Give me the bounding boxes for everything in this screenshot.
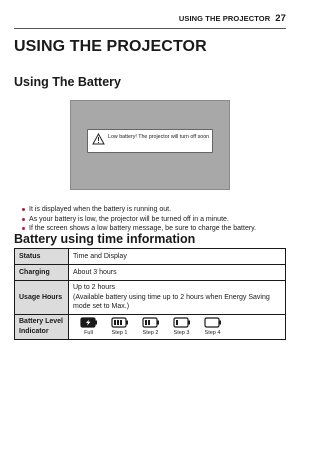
bullet-item bbox=[22, 215, 284, 225]
header-title: USING THE PROJECTOR bbox=[178, 14, 271, 23]
warning-icon bbox=[92, 133, 105, 145]
charging-value: About 3 hours bbox=[69, 265, 286, 281]
battery-bar bbox=[120, 320, 122, 325]
battery-icons-row bbox=[73, 317, 281, 337]
battery-level-label: Full bbox=[84, 329, 93, 336]
section-title-battery: Using The Battery bbox=[14, 75, 121, 89]
status-value: Time and Display bbox=[69, 249, 286, 265]
battery-level-item bbox=[135, 317, 166, 337]
section-title-battery-time: Battery using time information bbox=[14, 232, 196, 246]
battery-bar bbox=[148, 320, 150, 325]
bullet-item bbox=[22, 205, 284, 215]
bullet-dot bbox=[22, 227, 25, 230]
usage-hours-label: Usage Hours bbox=[15, 281, 69, 315]
battery-level-item bbox=[104, 317, 135, 337]
bullet-text: As your battery is low, the projector will be turned off in a minute. bbox=[29, 215, 229, 223]
battery-bar bbox=[145, 320, 147, 325]
usage-hours-line-2: (Available battery using time up to 2 hours when Energy Saving mode set to Max.) bbox=[73, 293, 270, 310]
status-label: Status bbox=[15, 249, 69, 265]
battery-icon bbox=[142, 317, 160, 328]
battery-info-table bbox=[14, 248, 286, 340]
battery-level-label: Step 4 bbox=[204, 329, 221, 336]
battery-level-indicator-cell bbox=[69, 314, 286, 339]
battery-level-item bbox=[73, 317, 104, 337]
battery-icon bbox=[80, 317, 98, 328]
battery-bar bbox=[114, 320, 116, 325]
battery-notes-list bbox=[22, 205, 284, 234]
battery-bar bbox=[117, 320, 119, 325]
table-row bbox=[15, 249, 286, 265]
battery-level-item bbox=[166, 317, 197, 337]
low-battery-message: Low battery! The projector will turn off soon bbox=[108, 134, 210, 140]
battery-level-label: Step 3 bbox=[173, 329, 190, 336]
battery-icon bbox=[111, 317, 129, 328]
page-header bbox=[14, 12, 286, 29]
battery-level-label: Step 2 bbox=[142, 329, 159, 336]
battery-level-label: Step 1 bbox=[111, 329, 128, 336]
page-number: 27 bbox=[275, 13, 286, 24]
table-row bbox=[15, 314, 286, 339]
table-row bbox=[15, 265, 286, 281]
battery-icon bbox=[204, 317, 222, 328]
bullet-text: It is displayed when the battery is running out. bbox=[29, 206, 172, 213]
projected-screen-illustration bbox=[70, 100, 230, 190]
table-row bbox=[15, 281, 286, 315]
battery-bar bbox=[176, 320, 178, 325]
bullet-dot bbox=[22, 218, 25, 221]
low-battery-message-box bbox=[87, 129, 213, 153]
battery-icon bbox=[173, 317, 191, 328]
bullet-dot bbox=[22, 208, 25, 211]
battery-level-item bbox=[197, 317, 228, 337]
usage-hours-value bbox=[69, 281, 286, 315]
bullet-text: If the screen shows a low battery message, be sure to charge the battery. bbox=[29, 225, 257, 232]
running-header bbox=[179, 13, 286, 24]
charging-label: Charging bbox=[15, 265, 69, 281]
usage-hours-line-1: Up to 2 hours bbox=[73, 284, 116, 291]
page-title: USING THE PROJECTOR bbox=[14, 38, 207, 55]
battery-level-indicator-label: Battery Level Indicator bbox=[15, 314, 69, 339]
